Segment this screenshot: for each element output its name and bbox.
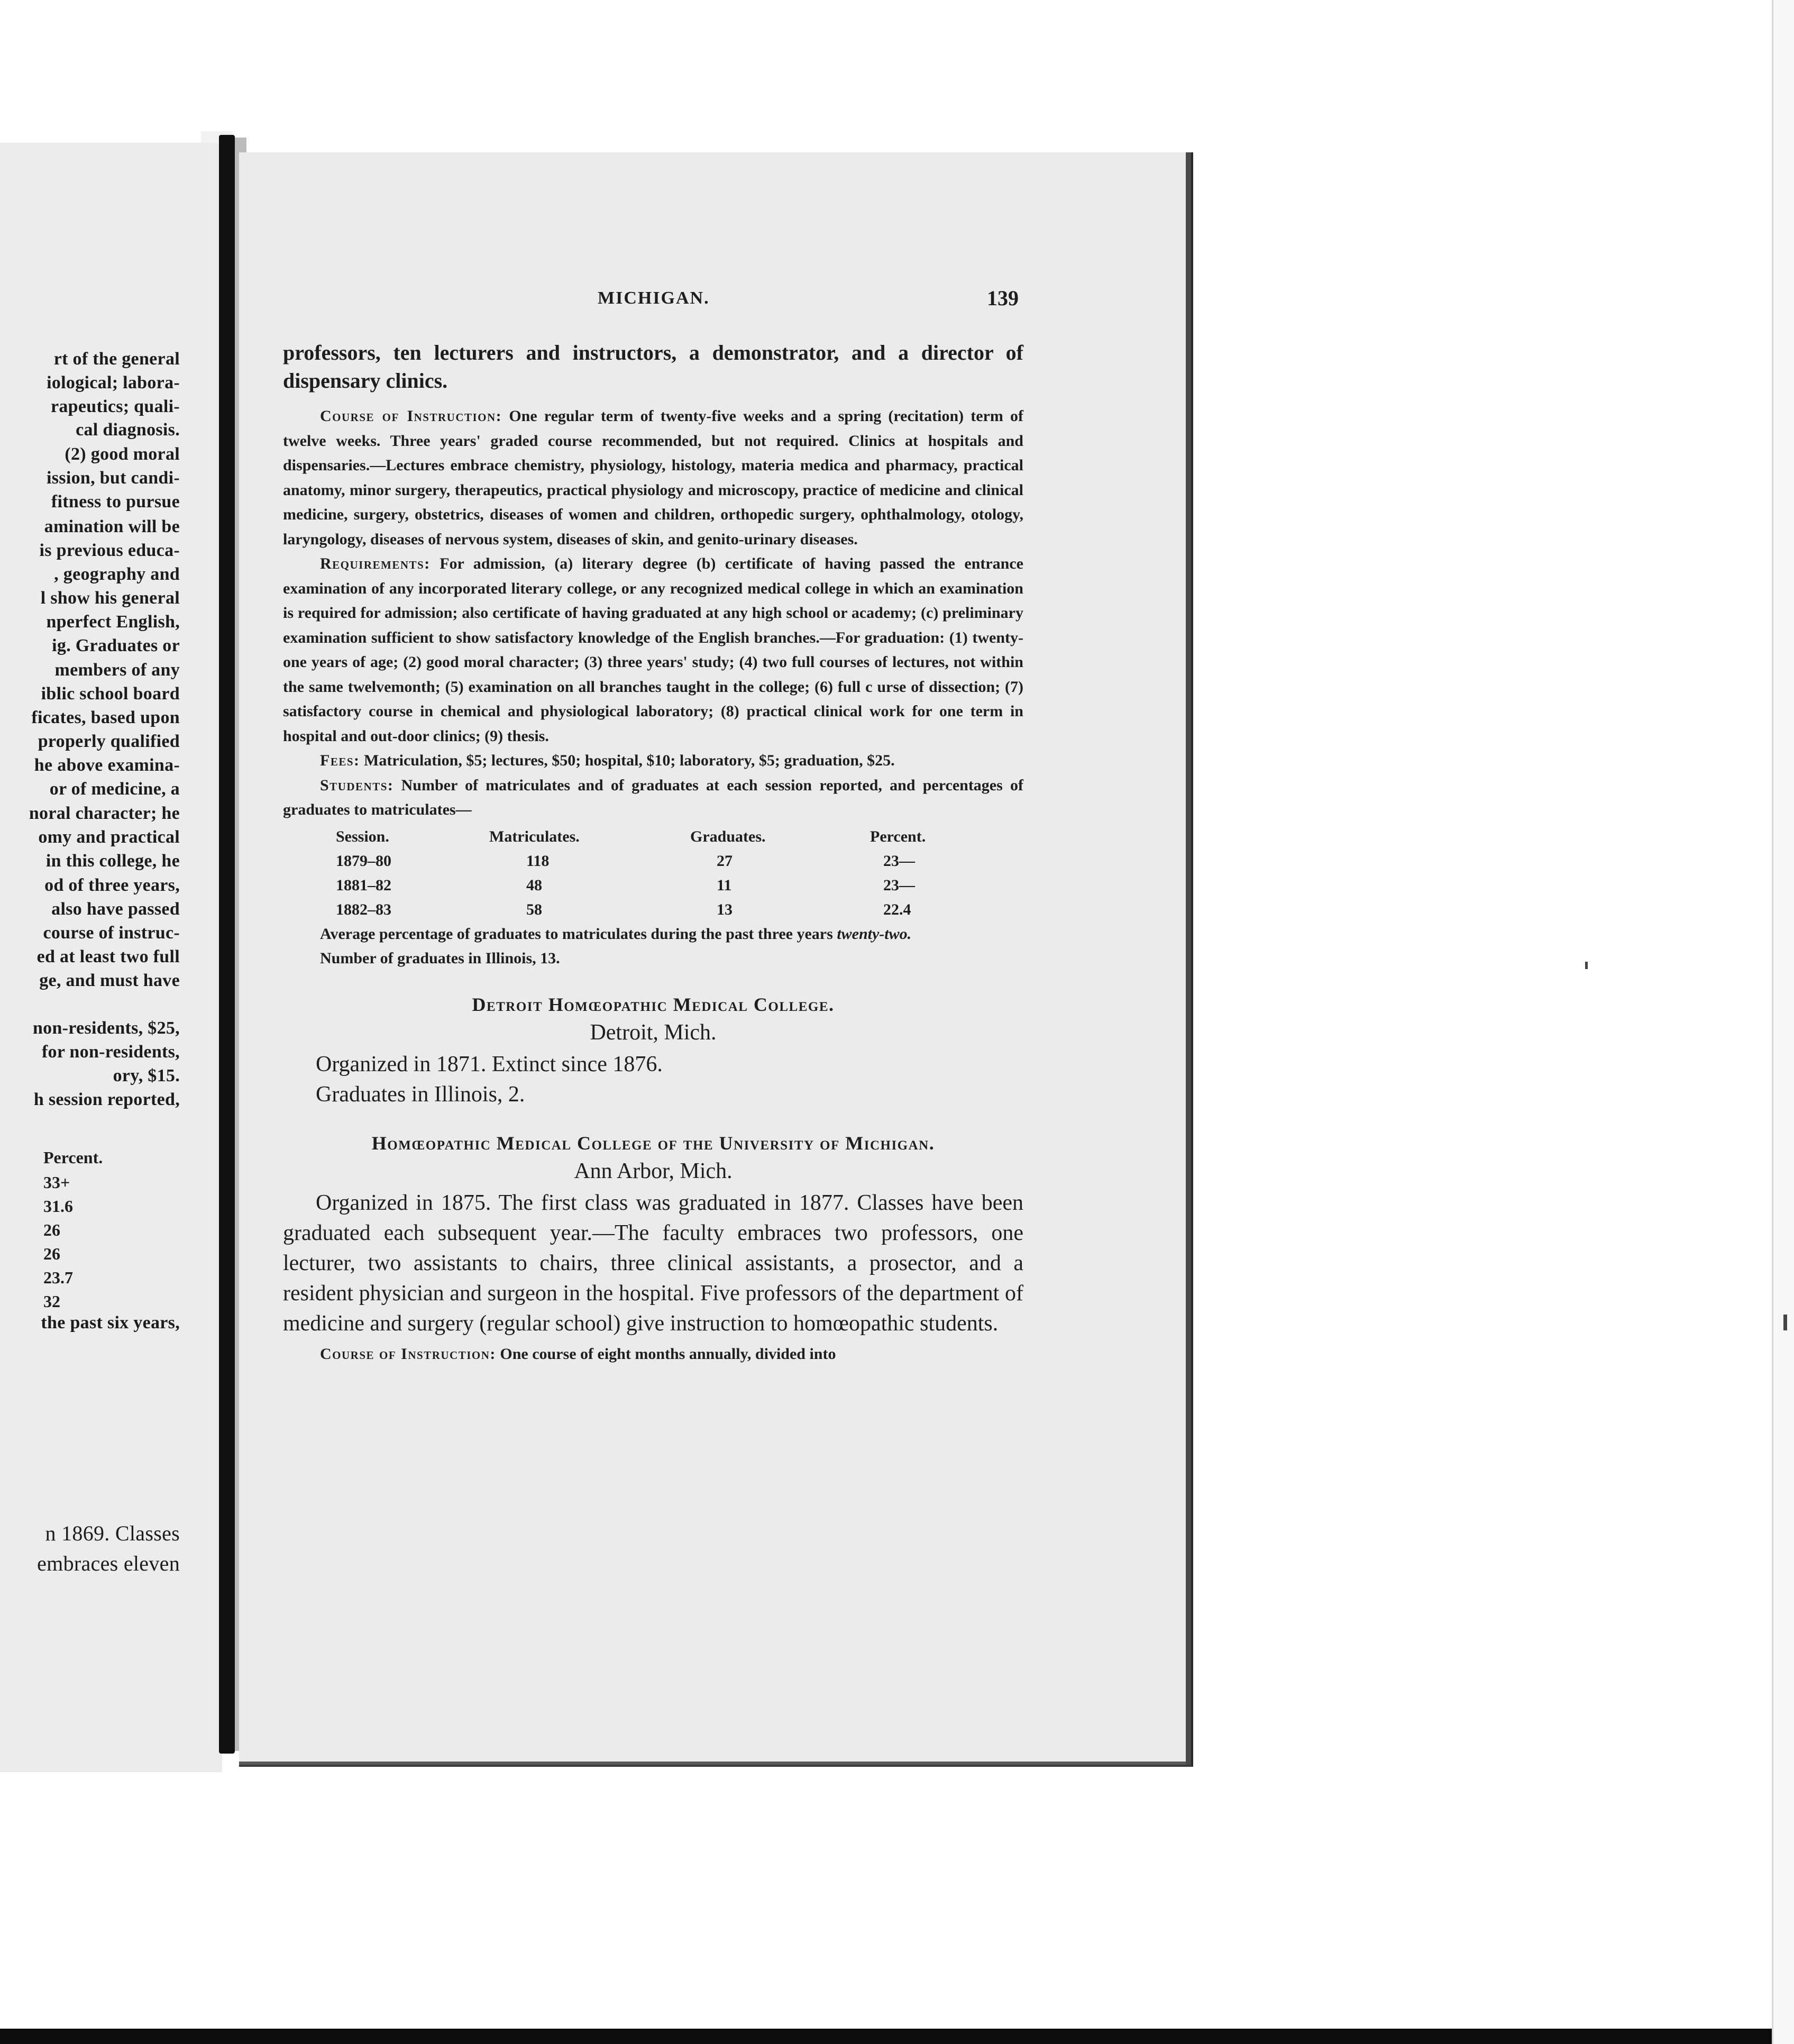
session-cell: 1882–83 bbox=[336, 900, 391, 918]
scan-right-margin bbox=[1772, 0, 1794, 2044]
fees-label: Fees: bbox=[320, 752, 360, 769]
left-page-line: omy and practical bbox=[38, 827, 180, 847]
left-page-line: the past six years, bbox=[41, 1313, 180, 1333]
course-text: One regular term of twenty-five weeks and a spring (recitation) term of twelve weeks. Three years' graded course recommended, but not required. Clinics at hospitals and dispensaries.—Lectures embrace chemistry, physiology, histology, materia medica and pharmacy, practical anatomy, minor surgery, therapeutics, practical physiology and microscopy, practice of medicine and clinical medicine, surgery, obstetrics, diseases of women and children, orthopedic surgery, ophthalmology, otology, laryngology, diseases of nervous system, diseases of skin, and genito-urinary diseases. bbox=[283, 407, 1024, 548]
session-cell: 1879–80 bbox=[336, 852, 391, 870]
left-page-line: is previous educa- bbox=[39, 541, 180, 560]
page-content bbox=[283, 339, 1023, 1366]
book-spine bbox=[219, 135, 235, 1754]
left-page-line: ory, $15. bbox=[113, 1066, 180, 1085]
left-page-line: iological; labora- bbox=[47, 373, 180, 393]
left-page-line: embraces eleven bbox=[37, 1552, 180, 1575]
left-page-line: ficates, based upon bbox=[31, 708, 180, 727]
table-row bbox=[336, 873, 976, 898]
homeopathic-course-text: One course of eight months annually, divided into bbox=[500, 1345, 836, 1363]
left-page-line: (2) good moral bbox=[65, 444, 180, 464]
page-number: 139 bbox=[987, 286, 1019, 310]
left-page-line: noral character; he bbox=[29, 804, 180, 823]
left-page-line: for non-residents, bbox=[41, 1042, 180, 1062]
matriculates-cell: 48 bbox=[526, 876, 542, 894]
left-page-line: cal diagnosis. bbox=[76, 420, 180, 440]
header-session: Session. bbox=[336, 827, 389, 845]
left-page-line: l show his general bbox=[40, 588, 180, 608]
left-percent-value: 31.6 bbox=[43, 1197, 73, 1216]
left-percent-value: 26 bbox=[43, 1220, 60, 1239]
graduates-cell: 11 bbox=[717, 876, 732, 894]
requirements-label: Requirements: bbox=[320, 555, 431, 572]
left-page-line: od of three years, bbox=[44, 875, 180, 895]
students-text: Number of matriculates and of graduates at each session reported, and percentages of graduates to matriculates— bbox=[283, 776, 1024, 818]
left-percent-value: 33+ bbox=[43, 1173, 70, 1192]
detroit-organized: Organized in 1871. Extinct since 1876. bbox=[316, 1052, 663, 1076]
average-value: twenty-two. bbox=[837, 925, 912, 943]
detroit-place: Detroit, Mich. bbox=[590, 1020, 717, 1045]
left-page-line: nperfect English, bbox=[46, 612, 180, 632]
matriculates-cell: 118 bbox=[526, 852, 550, 870]
graduates-cell: 27 bbox=[717, 852, 733, 870]
homeopathic-body: Organized in 1875. The first class was graduated in 1877. Classes have been graduated each subsequent year.—The faculty embraces two professors, one lecturer, two assistants to chairs, three clinical assistants, a prosector, and a resident physician and surgeon in the hospital. Five professors of the department of medicine and surgery (regular school) give instruction to homœopathic students. bbox=[283, 1190, 1023, 1336]
left-page-line: non-residents, $25, bbox=[32, 1018, 180, 1038]
matriculates-cell: 58 bbox=[526, 900, 542, 918]
left-page-line: ed at least two full bbox=[36, 947, 180, 966]
left-page-line: n 1869. Classes bbox=[45, 1521, 180, 1545]
table-row bbox=[336, 849, 976, 873]
requirements bbox=[283, 552, 1023, 749]
left-percent-value: 32 bbox=[43, 1292, 60, 1311]
students-label: Students: bbox=[320, 776, 394, 794]
fees bbox=[283, 749, 1023, 773]
scan-speck bbox=[1783, 1315, 1787, 1330]
left-page-line: in this college, he bbox=[45, 851, 180, 871]
intro-paragraph: professors, ten lecturers and instructors, a demonstrator, and a director of dispensary clinics. bbox=[283, 341, 1023, 393]
students-table bbox=[336, 825, 976, 922]
left-page-line: ig. Graduates or bbox=[52, 636, 180, 655]
left-page-line: rapeutics; quali- bbox=[50, 397, 180, 416]
scanner-bottom-band bbox=[0, 2029, 1794, 2044]
graduates-in-illinois: Number of graduates in Illinois, 13. bbox=[320, 950, 560, 967]
left-page-line: ge, and must have bbox=[39, 971, 180, 990]
homeopathic-course bbox=[283, 1342, 1023, 1367]
header-percent: Percent. bbox=[870, 827, 926, 845]
left-page-line: rt of the general bbox=[53, 349, 180, 369]
left-page-line: , geography and bbox=[54, 564, 180, 584]
graduates-cell: 13 bbox=[717, 900, 733, 918]
header-matriculates: Matriculates. bbox=[489, 827, 580, 845]
detroit-college-title: Detroit Homœopathic Medical College. bbox=[472, 993, 835, 1015]
left-page-line: course of instruc- bbox=[43, 923, 180, 943]
table-row bbox=[336, 898, 976, 922]
header-graduates: Graduates. bbox=[690, 827, 766, 845]
left-page-line: properly qualified bbox=[38, 732, 180, 751]
fees-text: Matriculation, $5; lectures, $50; hospital, $10; laboratory, $5; graduation, $25. bbox=[364, 752, 895, 769]
left-page-line: fitness to pursue bbox=[51, 492, 180, 512]
left-page-line: he above examina- bbox=[34, 755, 180, 775]
course-of-instruction bbox=[283, 404, 1023, 552]
left-page-line: ission, but candi- bbox=[47, 468, 180, 488]
running-head: MICHIGAN. bbox=[598, 288, 710, 308]
students bbox=[283, 773, 1023, 823]
percent-cell: 23— bbox=[883, 876, 915, 894]
left-page-line: amination will be bbox=[44, 517, 180, 536]
left-percent-header: Percent. bbox=[43, 1148, 103, 1167]
left-page-line: also have passed bbox=[51, 899, 180, 919]
homeopathic-course-label: Course of Instruction: bbox=[320, 1345, 496, 1363]
course-label: Course of Instruction: bbox=[320, 407, 502, 425]
left-page-line: or of medicine, a bbox=[49, 779, 180, 799]
left-page-line: members of any bbox=[54, 660, 180, 680]
detroit-graduates: Graduates in Illinois, 2. bbox=[316, 1082, 525, 1107]
left-percent-value: 23.7 bbox=[43, 1268, 73, 1287]
requirements-text: For admission, (a) literary degree (b) certificate of having passed the entrance examination of any incorporated literary college, or any recognized medical college in which an examination is required for admission; also certificate of having graduated at any high school or academy; (c) preliminary examination sufficient to show satisfactory knowledge of the English branches.—For graduation: (1) twenty-one years of age; (2) good moral character; (3) three years' study; (4) two full courses of lectures, not within the same twelvemonth; (5) examination on all branches taught in the college; (6) full c urse of dissection; (7) satisfactory course in chemical and physiological laboratory; (8) practical clinical work for one term in hospital and out-door clinics; (9) thesis. bbox=[283, 555, 1023, 745]
percent-cell: 23— bbox=[883, 852, 915, 870]
homeopathic-place: Ann Arbor, Mich. bbox=[574, 1158, 733, 1183]
scan-speck bbox=[1585, 962, 1588, 969]
session-cell: 1881–82 bbox=[336, 876, 391, 894]
left-percent-value: 26 bbox=[43, 1244, 60, 1263]
homeopathic-college-title: Homœopathic Medical College of the University of Michigan. bbox=[371, 1132, 935, 1154]
left-page-line: iblic school board bbox=[41, 684, 180, 704]
left-page-line: h session reported, bbox=[33, 1090, 180, 1109]
average-text: Average percentage of graduates to matriculates during the past three years bbox=[320, 925, 833, 943]
left-facing-page bbox=[0, 143, 222, 1772]
average-percentage bbox=[283, 922, 1023, 947]
percent-cell: 22.4 bbox=[883, 900, 911, 918]
table-header-row bbox=[336, 825, 976, 849]
